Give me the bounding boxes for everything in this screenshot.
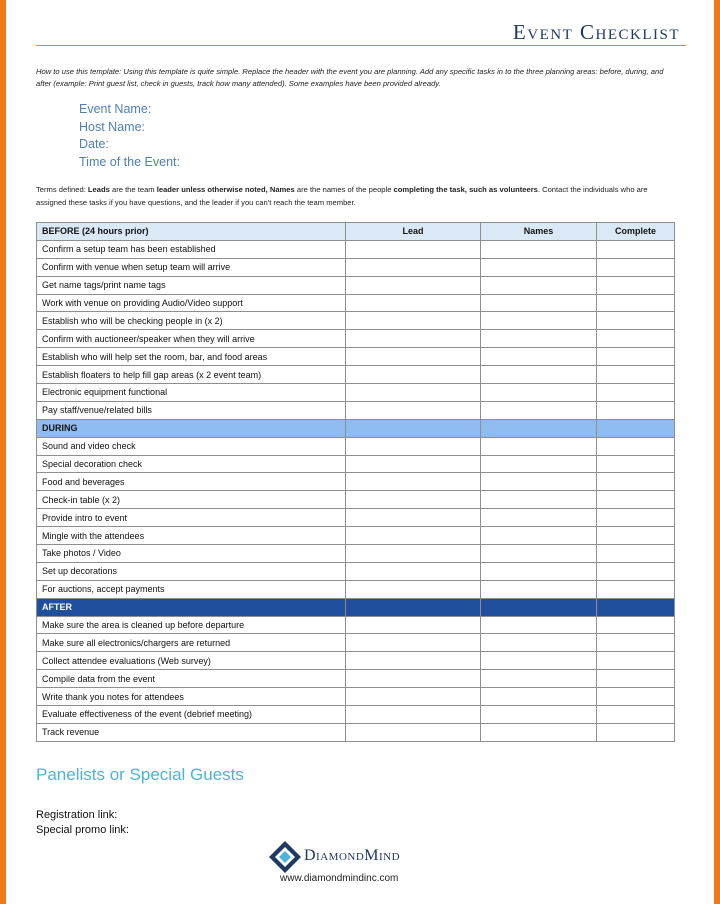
event-name-field: Event Name: bbox=[79, 102, 152, 116]
complete-cell[interactable] bbox=[597, 455, 675, 473]
lead-cell[interactable] bbox=[346, 491, 481, 509]
table-row bbox=[37, 384, 675, 402]
complete-cell[interactable] bbox=[597, 419, 675, 437]
task-cell: Confirm with venue when setup team will arrive bbox=[37, 258, 346, 276]
task-cell: Confirm a setup team has been established bbox=[37, 240, 346, 258]
names-cell[interactable] bbox=[481, 455, 597, 473]
complete-cell[interactable] bbox=[597, 527, 675, 545]
names-cell[interactable] bbox=[481, 509, 597, 527]
task-cell: Sound and video check bbox=[37, 437, 346, 455]
task-cell: Make sure the area is cleaned up before departure bbox=[37, 616, 346, 634]
task-cell: For auctions, accept payments bbox=[37, 580, 346, 598]
complete-cell[interactable] bbox=[597, 491, 675, 509]
table-row bbox=[37, 258, 675, 276]
lead-cell[interactable] bbox=[346, 366, 481, 384]
table-row bbox=[37, 562, 675, 580]
task-cell: Establish floaters to help fill gap areas (x 2 event team) bbox=[37, 366, 346, 384]
logo-brand: DiamondMind bbox=[304, 847, 401, 864]
names-cell[interactable] bbox=[481, 652, 597, 670]
lead-column-header: Lead bbox=[346, 223, 481, 241]
terms-text: are the names of the people bbox=[294, 185, 394, 194]
before-header-row bbox=[37, 223, 675, 241]
task-cell: Compile data from the event bbox=[37, 670, 346, 688]
task-cell: Pay staff/venue/related bills bbox=[37, 401, 346, 419]
lead-cell[interactable] bbox=[346, 401, 481, 419]
task-cell: DURING bbox=[37, 419, 346, 437]
names-cell[interactable] bbox=[481, 240, 597, 258]
names-cell[interactable] bbox=[481, 473, 597, 491]
lead-cell[interactable] bbox=[346, 706, 481, 724]
task-cell: Collect attendee evaluations (Web survey) bbox=[37, 652, 346, 670]
names-cell[interactable] bbox=[481, 384, 597, 402]
names-cell[interactable] bbox=[481, 312, 597, 330]
lead-cell[interactable] bbox=[346, 384, 481, 402]
task-cell: Check-in table (x 2) bbox=[37, 491, 346, 509]
host-name-field: Host Name: bbox=[79, 119, 145, 134]
table-row bbox=[37, 616, 675, 634]
lead-cell[interactable] bbox=[346, 545, 481, 563]
complete-cell[interactable] bbox=[597, 670, 675, 688]
complete-cell[interactable] bbox=[597, 634, 675, 652]
terms-bold: completing the task, such as volunteers bbox=[393, 185, 538, 194]
company-logo bbox=[268, 840, 468, 890]
names-cell[interactable] bbox=[481, 598, 597, 616]
instructions-text: How to use this template: Using this template is quite simple. Replace the header with the event you are planning. Add any specific tasks in to the three planning areas: before, during, and after (example: Print guest list, check in guests, track how many attended). Some examples have been provided already. bbox=[36, 67, 664, 88]
panelists-heading: Panelists or Special Guests bbox=[36, 765, 244, 784]
complete-cell[interactable] bbox=[597, 401, 675, 419]
complete-cell[interactable] bbox=[597, 545, 675, 563]
table-row bbox=[37, 723, 675, 741]
names-cell[interactable] bbox=[481, 670, 597, 688]
names-cell[interactable] bbox=[481, 437, 597, 455]
task-cell: Establish who will be checking people in (x 2) bbox=[37, 312, 346, 330]
names-cell[interactable] bbox=[481, 366, 597, 384]
date-field: Date: bbox=[79, 137, 109, 151]
complete-cell[interactable] bbox=[597, 348, 675, 366]
names-cell[interactable] bbox=[481, 258, 597, 276]
promo-link-label: Special promo link: bbox=[36, 824, 129, 836]
terms-defined bbox=[36, 183, 676, 209]
lead-cell[interactable] bbox=[346, 580, 481, 598]
links-block bbox=[36, 808, 129, 838]
complete-cell[interactable] bbox=[597, 437, 675, 455]
names-cell[interactable] bbox=[481, 562, 597, 580]
lead-cell[interactable] bbox=[346, 473, 481, 491]
names-cell[interactable] bbox=[481, 276, 597, 294]
task-cell: Make sure all electronics/chargers are returned bbox=[37, 634, 346, 652]
names-cell[interactable] bbox=[481, 491, 597, 509]
event-fields bbox=[79, 101, 180, 171]
lead-cell[interactable] bbox=[346, 348, 481, 366]
task-cell: Establish who will help set the room, bar, and food areas bbox=[37, 348, 346, 366]
lead-cell[interactable] bbox=[346, 437, 481, 455]
lead-cell[interactable] bbox=[346, 312, 481, 330]
task-cell: Confirm with auctioneer/speaker when they will arrive bbox=[37, 330, 346, 348]
task-cell: Track revenue bbox=[37, 723, 346, 741]
complete-cell[interactable] bbox=[597, 294, 675, 312]
lead-cell[interactable] bbox=[346, 527, 481, 545]
table-row bbox=[37, 348, 675, 366]
task-cell: Provide intro to event bbox=[37, 509, 346, 527]
complete-cell[interactable] bbox=[597, 688, 675, 706]
lead-cell[interactable] bbox=[346, 688, 481, 706]
before-section-label: BEFORE (24 hours prior) bbox=[37, 223, 346, 241]
terms-bold: Leads bbox=[87, 185, 110, 194]
logo-url: www.diamondmindinc.com bbox=[280, 873, 399, 884]
task-cell: Special decoration check bbox=[37, 455, 346, 473]
complete-cell[interactable] bbox=[597, 312, 675, 330]
complete-cell[interactable] bbox=[597, 723, 675, 741]
complete-column-header: Complete bbox=[597, 223, 675, 241]
complete-cell[interactable] bbox=[597, 384, 675, 402]
table-row bbox=[37, 330, 675, 348]
lead-cell[interactable] bbox=[346, 455, 481, 473]
task-cell: Set up decorations bbox=[37, 562, 346, 580]
complete-cell[interactable] bbox=[597, 580, 675, 598]
names-cell[interactable] bbox=[481, 616, 597, 634]
lead-cell[interactable] bbox=[346, 240, 481, 258]
terms-text: . Contact the individuals who are assigned these tasks if you have questions, and the leader if you can't reach the team member. bbox=[36, 185, 648, 207]
table-row bbox=[37, 294, 675, 312]
table-row bbox=[37, 491, 675, 509]
lead-cell[interactable] bbox=[346, 294, 481, 312]
complete-cell[interactable] bbox=[597, 258, 675, 276]
lead-cell[interactable] bbox=[346, 509, 481, 527]
names-column-header: Names bbox=[481, 223, 597, 241]
table-row bbox=[37, 634, 675, 652]
task-cell: Electronic equipment functional bbox=[37, 384, 346, 402]
lead-cell[interactable] bbox=[346, 634, 481, 652]
task-cell: Work with venue on providing Audio/Video support bbox=[37, 294, 346, 312]
complete-cell[interactable] bbox=[597, 616, 675, 634]
names-cell[interactable] bbox=[481, 688, 597, 706]
lead-cell[interactable] bbox=[346, 562, 481, 580]
table-row bbox=[37, 437, 675, 455]
names-cell[interactable] bbox=[481, 723, 597, 741]
complete-cell[interactable] bbox=[597, 652, 675, 670]
task-cell: AFTER bbox=[37, 598, 346, 616]
lead-cell[interactable] bbox=[346, 670, 481, 688]
table-row bbox=[37, 580, 675, 598]
names-cell[interactable] bbox=[481, 419, 597, 437]
task-cell: Mingle with the attendees bbox=[37, 527, 346, 545]
page-title: Event Checklist bbox=[512, 20, 680, 44]
table-row bbox=[37, 312, 675, 330]
lead-cell[interactable] bbox=[346, 258, 481, 276]
lead-cell[interactable] bbox=[346, 419, 481, 437]
task-cell: Evaluate effectiveness of the event (debrief meeting) bbox=[37, 706, 346, 724]
complete-cell[interactable] bbox=[597, 473, 675, 491]
table-row bbox=[37, 509, 675, 527]
terms-text: Terms defined: bbox=[36, 185, 88, 194]
task-cell: Write thank you notes for attendees bbox=[37, 688, 346, 706]
table-row bbox=[37, 706, 675, 724]
complete-cell[interactable] bbox=[597, 509, 675, 527]
during-section-row bbox=[37, 419, 675, 437]
table-row bbox=[37, 527, 675, 545]
task-cell: Take photos / Video bbox=[37, 545, 346, 563]
names-cell[interactable] bbox=[481, 330, 597, 348]
names-cell[interactable] bbox=[481, 294, 597, 312]
table-row bbox=[37, 670, 675, 688]
lead-cell[interactable] bbox=[346, 652, 481, 670]
complete-cell[interactable] bbox=[597, 240, 675, 258]
names-cell[interactable] bbox=[481, 348, 597, 366]
complete-cell[interactable] bbox=[597, 598, 675, 616]
names-cell[interactable] bbox=[481, 580, 597, 598]
table-row bbox=[37, 401, 675, 419]
checklist-table bbox=[36, 222, 675, 742]
time-field: Time of the Event: bbox=[79, 154, 180, 169]
table-row bbox=[37, 366, 675, 384]
names-cell[interactable] bbox=[481, 706, 597, 724]
table-row bbox=[37, 652, 675, 670]
complete-cell[interactable] bbox=[597, 330, 675, 348]
task-cell: Get name tags/print name tags bbox=[37, 276, 346, 294]
lead-cell[interactable] bbox=[346, 723, 481, 741]
complete-cell[interactable] bbox=[597, 562, 675, 580]
diamond-icon bbox=[268, 840, 302, 874]
complete-cell[interactable] bbox=[597, 276, 675, 294]
terms-text: are the team bbox=[109, 185, 157, 194]
lead-cell[interactable] bbox=[346, 276, 481, 294]
document-page bbox=[6, 0, 714, 904]
names-cell[interactable] bbox=[481, 527, 597, 545]
table-row bbox=[37, 688, 675, 706]
after-section-row bbox=[37, 598, 675, 616]
names-cell[interactable] bbox=[481, 545, 597, 563]
title-divider bbox=[36, 45, 686, 46]
terms-bold: leader unless otherwise noted, Names bbox=[156, 185, 295, 194]
table-row bbox=[37, 545, 675, 563]
lead-cell[interactable] bbox=[346, 598, 481, 616]
table-row bbox=[37, 276, 675, 294]
complete-cell[interactable] bbox=[597, 706, 675, 724]
task-cell: Food and beverages bbox=[37, 473, 346, 491]
names-cell[interactable] bbox=[481, 401, 597, 419]
table-row bbox=[37, 240, 675, 258]
lead-cell[interactable] bbox=[346, 330, 481, 348]
lead-cell[interactable] bbox=[346, 616, 481, 634]
complete-cell[interactable] bbox=[597, 366, 675, 384]
table-row bbox=[37, 455, 675, 473]
table-row bbox=[37, 473, 675, 491]
names-cell[interactable] bbox=[481, 634, 597, 652]
registration-link-label: Registration link: bbox=[36, 809, 118, 821]
